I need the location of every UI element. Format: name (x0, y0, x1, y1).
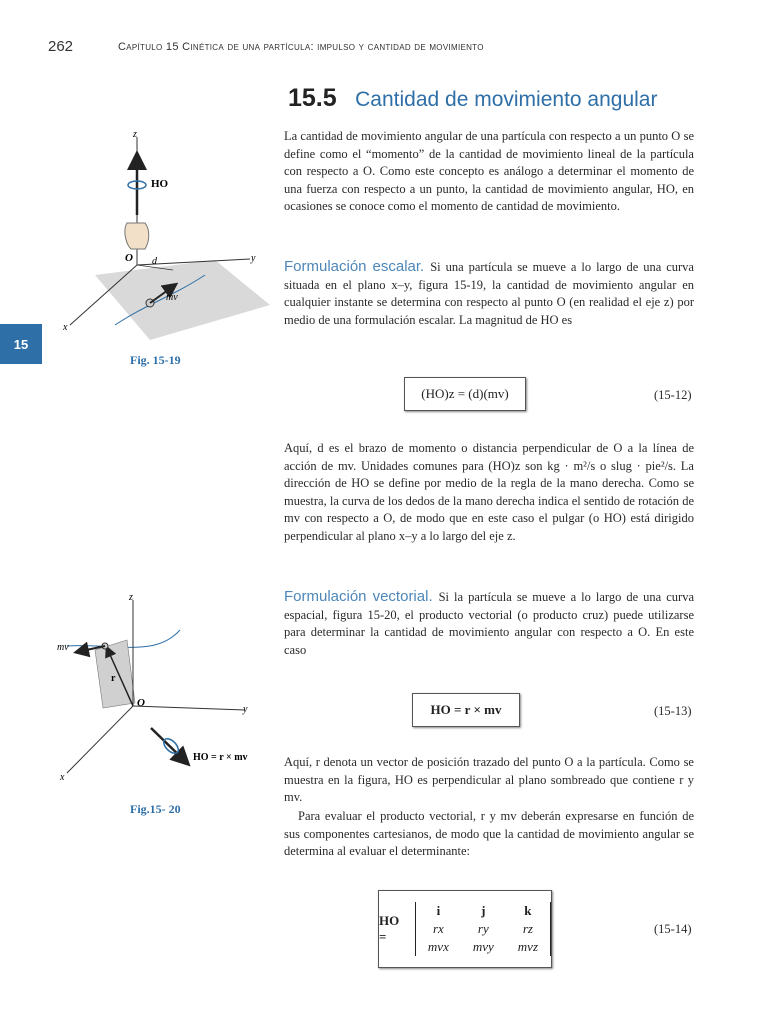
x-label: x (63, 322, 68, 333)
determinant-cell: mvz (517, 939, 538, 954)
determinant-row (415, 938, 550, 956)
section-heading (288, 84, 657, 113)
z-label: z (129, 592, 133, 603)
mv-label: mv (166, 292, 178, 303)
determinant-cell: mvx (427, 939, 449, 954)
scalar-heading: Formulación escalar. (284, 258, 425, 275)
scalar-paragraph (284, 258, 694, 329)
determinant-cell: mvy (472, 939, 494, 954)
figure-15-20 (55, 588, 285, 816)
x-label: x (60, 772, 65, 783)
equation-number-15-14: (15-14) (654, 922, 692, 936)
x-axis (67, 706, 133, 773)
determinant-matrix (415, 902, 551, 956)
y-label: y (251, 253, 256, 264)
determinant-cell: j (481, 903, 486, 918)
vector-text: Si la partícula se mueve a lo largo de una curva espacial, figura 15-20, el producto vectorial (o producto cruz) puede utilizarse para determinar la cantidad de movimiento angular con respecto a O. En este caso (284, 590, 694, 657)
figure-15-20-caption: Fig.15- 20 (130, 802, 181, 816)
angular-momentum-vector (151, 728, 187, 763)
equation-15-13 (412, 693, 520, 727)
figure-15-19-caption: Fig. 15-19 (130, 353, 181, 367)
equation-15-12-text: (HO)z = (d)(mv) (421, 386, 509, 401)
determinant-cell: rx (432, 921, 444, 936)
equation-15-13-text: HO = r × mv (430, 702, 502, 717)
determinant-cell: k (524, 903, 532, 918)
page-number: 262 (48, 38, 74, 55)
equation-number-15-13: (15-13) (654, 704, 692, 718)
scalar-explanation: Aquí, d es el brazo de momento o distancia perpendicular de O a la línea de acción de mv. Unidades comunes para (HO)z son kg · m²/s o slug · pie²/s. La dirección de HO se define por medio de la regla de la mano derecha. Como se muestra, la curva de los dedos de la mano derecha indica el sentido de rotación de mv con respecto a O, de modo que en este caso el pulgar (o HO) está dirigido perpendicular al plano x–y a lo largo del eje z. (284, 441, 694, 543)
determinant-row (415, 920, 550, 938)
section-title: Cantidad de movimiento angular (355, 88, 658, 111)
vector-heading: Formulación vectorial. (284, 588, 433, 605)
vector-explanation-2: Para evaluar el producto vectorial, r y mv deberán expresarse en función de sus componentes cartesianos, de modo que la cantidad de movimiento angular se determina al evaluar el determinante: (284, 809, 694, 859)
determinant-cell: rz (522, 921, 533, 936)
equation-number-15-12: (15-12) (654, 388, 692, 402)
determinant-lhs: HO = (379, 913, 400, 944)
determinant-row (415, 902, 550, 920)
hand-icon (125, 223, 149, 249)
section-number: 15.5 (288, 84, 337, 112)
z-label: z (133, 129, 137, 140)
determinant-cell: ry (477, 921, 489, 936)
figure-15-20-diagram (55, 588, 285, 798)
d-label: d (152, 256, 157, 267)
y-label: y (243, 704, 248, 715)
origin-label: O (125, 252, 133, 264)
mv-label: mv (57, 642, 69, 653)
h-label: HO = r × mv (193, 752, 248, 763)
y-axis (133, 706, 245, 710)
intro-paragraph: La cantidad de movimiento angular de una partícula con respecto a un punto O se define como el “momento” de la cantidad de movimiento lineal de la partícula con respecto a O. Como este concepto es análogo a determinar el momento de una fuerza con respecto a un punto, la cantidad de movimiento angular, HO, en ocasiones se conoce como el momento de cantidad de movimiento. (284, 129, 694, 214)
vector-explanation-1: Aquí, r denota un vector de posición trazado del punto O a la partícula. Como se muestra en la figura, HO es perpendicular al plano sombreado que contiene r y mv. (284, 755, 694, 805)
determinant-cell: i (436, 903, 441, 918)
running-head: Capítulo 15 Cinética de una partícula: impulso y cantidad de movimiento (118, 41, 484, 53)
figure-15-19-diagram (55, 125, 275, 350)
r-label: r (111, 673, 116, 684)
shaded-plane (95, 260, 270, 340)
vector-paragraph (284, 588, 694, 659)
determinant-equation (378, 890, 552, 968)
origin-label: O (137, 697, 145, 709)
chapter-tab: 15 (0, 324, 42, 364)
scalar-text: Si una partícula se mueve a lo largo de una curva situada en el plano x–y, figura 15-19, la cantidad de movimiento angular en cualquier instante se determina con respecto al punto O (en realidad el eje z) por medio de una formulación escalar. La magnitud de HO es (284, 260, 694, 327)
equation-15-12 (404, 377, 526, 411)
figure-15-19 (55, 125, 275, 367)
h-label: HO (151, 178, 169, 190)
